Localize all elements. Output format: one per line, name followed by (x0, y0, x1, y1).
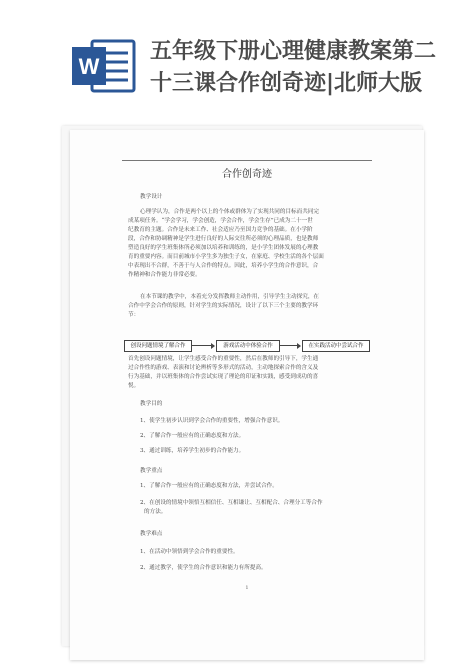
text-line: 中表现出不合群，不善于与人合作的特点。因此，培养小学生的合作意识，合 (128, 263, 319, 269)
flow-step-1: 创设问题情境了解合作 (124, 340, 192, 352)
text-line: 悦。 (128, 383, 140, 389)
design-paragraph-3 (128, 355, 378, 391)
text-line: 合作中学会合作的原则，针对学生的实际情况，设计了以下三个主要的教学环 (128, 303, 319, 309)
list-item: 1、了解合作一般应有的正确态度和方法，并尝试合作。 (140, 483, 278, 489)
text-line: 塑造良好的学生班集体所必须加以培养和训练的，是小学生团体发展的心理教 (128, 245, 319, 251)
cover-title-line1: 五年级下册心理健康教案第二 (150, 39, 437, 64)
page-number: 1 (245, 585, 249, 591)
teaching-flow-diagram (124, 340, 370, 352)
text-line: 成某项任务。“学会学习，学会创造，学会合作，学会生存”已成为二十一世 (128, 218, 313, 224)
design-paragraph-1 (128, 208, 378, 280)
text-line: 作精神和合作能力非常必要。 (128, 272, 201, 278)
text-line: 心理学认为，合作是两个以上的个体或群体为了实现共同的目标而共同完 (140, 209, 320, 215)
word-icon-letter: W (78, 54, 100, 79)
difficulty-list (140, 544, 380, 576)
document-page (70, 130, 424, 660)
flow-step-2: 游戏活动中体验合作 (216, 340, 280, 352)
text-line: 育的重要内容。而目前城市小学生多为独生子女，在家庭、学校生活的各个层面 (128, 254, 324, 260)
cover-title (150, 36, 450, 100)
focus-list (140, 482, 380, 517)
list-item: 1、使学生初步认识到学会合作的重要性，增强合作意识。 (140, 418, 284, 424)
flow-arrow-icon (192, 345, 214, 346)
list-item: 1、在活动中领悟到学会合作的重要性。 (140, 549, 239, 555)
cover-title-line2: 十三课合作创奇迹|北师大版 (150, 71, 423, 96)
goals-list (140, 414, 380, 459)
section-heading-design: 教学设计 (140, 194, 163, 200)
list-item: 的方法。 (144, 509, 167, 515)
list-item: 3、通过训练，培养学生初步的合作能力。 (140, 448, 245, 454)
text-line: 纪教育的主题。合作是未来工作、社会适应乃至国力竞争的基础。在小学阶 (128, 227, 313, 233)
section-heading-difficulty: 教学难点 (140, 531, 163, 537)
flow-step-3: 在实践活动中尝试合作 (302, 340, 370, 352)
cover-header (0, 0, 474, 135)
word-document-icon (70, 35, 138, 97)
text-line: 节： (128, 312, 140, 318)
text-line: 在本节课的教学中，本着充分发挥教师主动作用，引导学生主动探究，在 (140, 294, 320, 300)
document-title: 合作创奇迹 (222, 169, 272, 180)
header-rule (122, 160, 372, 161)
list-item: 2、通过教学，使学生的合作意识和能力有所提高。 (140, 565, 267, 571)
text-line: 过合作性的游戏、表演和讨论辨析等多形式的活动，主动地探索合作的含义及 (128, 365, 319, 371)
section-heading-goals: 教学目的 (140, 401, 163, 407)
list-item: 2、在创设的情境中领悟互相信任、互相谦让、互相配合、合理分工等合作 (140, 500, 323, 506)
design-paragraph-2 (128, 293, 378, 320)
text-line: 首先创设问题情境，让学生感受合作的重要性，然后在教师的引导下，学生通 (128, 356, 319, 362)
section-heading-focus: 教学重点 (140, 468, 163, 474)
flow-arrow-icon (280, 345, 300, 346)
text-line: 行为基础，并以班集体的合作尝试实现了理论的印证和实践，感受到成功的喜 (128, 374, 319, 380)
list-item: 2、了解合作一般应有的正确态度和方法。 (140, 433, 245, 439)
text-line: 段，合作和协调精神是学生进行良好的人际交往所必须的心理品质，也是教师 (128, 236, 319, 242)
